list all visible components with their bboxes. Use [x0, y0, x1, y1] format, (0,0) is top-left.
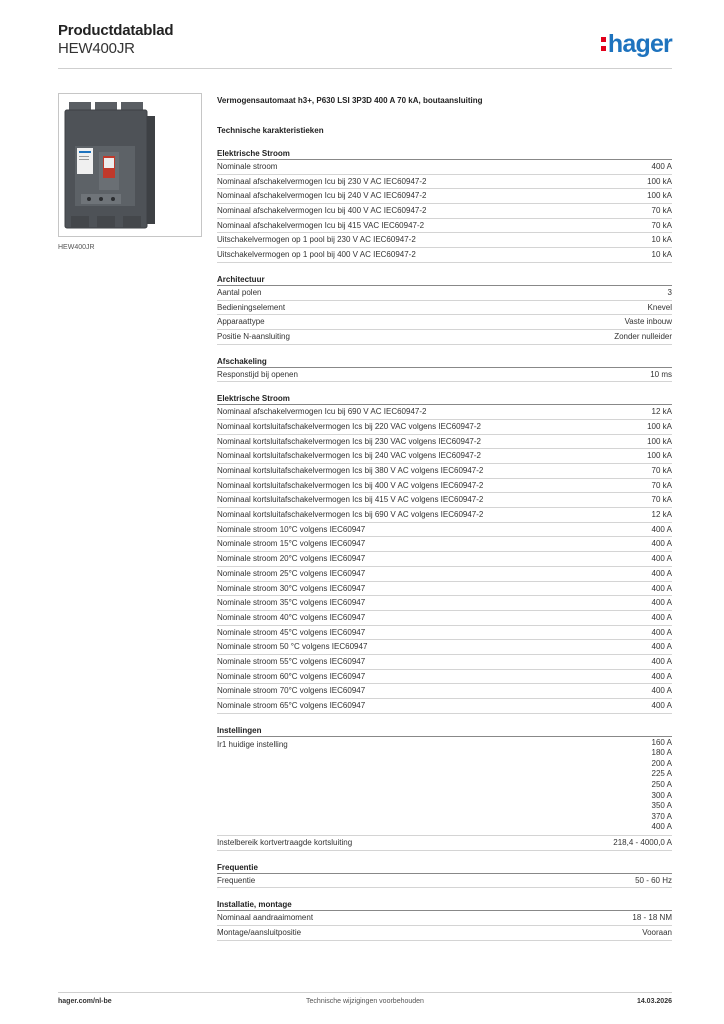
spec-row: [217, 567, 672, 582]
spec-value: 100 kA: [647, 421, 672, 431]
spec-value-item: 250 A: [651, 780, 672, 790]
spec-label: Uitschakelvermogen op 1 pool bij 400 V AC IEC60947-2: [217, 250, 416, 260]
spec-label: Nominaal afschakelvermogen Icu bij 415 VAC IEC60947-2: [217, 220, 425, 230]
product-image: [58, 93, 202, 237]
spec-value-item: 225 A: [651, 769, 672, 779]
spec-label: Aantal polen: [217, 287, 262, 297]
spec-label: Apparaattype: [217, 317, 265, 327]
spec-row: [217, 493, 672, 508]
spec-value: Vooraan: [642, 928, 672, 938]
product-description: Vermogensautomaat h3+, P630 LSI 3P3D 400 A 70 kA, boutaansluiting: [217, 96, 483, 105]
spec-row: [217, 552, 672, 567]
page-footer: [58, 998, 672, 1012]
spec-value: 400 A: [651, 627, 672, 637]
spec-value: 18 - 18 NM: [632, 913, 672, 923]
spec-row: [217, 699, 672, 714]
section-title: Frequentie: [217, 861, 672, 874]
spec-row: [217, 405, 672, 420]
spec-row: [217, 435, 672, 450]
spec-value-item: 370 A: [651, 811, 672, 821]
spec-value: 3: [667, 287, 672, 297]
circuit-breaker-icon: [59, 94, 201, 236]
spec-label: Nominaal aandraaimoment: [217, 913, 314, 923]
spec-row: [217, 301, 672, 316]
section-title: Architectuur: [217, 273, 672, 286]
spec-label: Ir1 huidige instelling: [217, 739, 288, 749]
spec-row: [217, 248, 672, 263]
spec-row: [217, 684, 672, 699]
header-divider: [58, 68, 672, 69]
spec-row: [217, 449, 672, 464]
spec-value: 400 A: [651, 598, 672, 608]
page-header: [58, 22, 672, 68]
spec-value: 400 A: [651, 656, 672, 666]
spec-value: 70 kA: [651, 495, 672, 505]
spec-label: Nominale stroom 25°C volgens IEC60947: [217, 568, 366, 578]
spec-value: 218,4 - 4000,0 A: [613, 838, 672, 848]
spec-label: Uitschakelvermogen op 1 pool bij 230 V AC IEC60947-2: [217, 235, 416, 245]
spec-value: [652, 738, 672, 833]
spec-value: 400 A: [651, 162, 672, 171]
spec-row: [217, 582, 672, 597]
spec-row: [217, 286, 672, 301]
spec-row: [217, 219, 672, 234]
spec-value: 100 kA: [647, 451, 672, 461]
document-title: Productdatablad: [58, 22, 174, 39]
spec-label: Nominale stroom 70°C volgens IEC60947: [217, 686, 366, 696]
section-title: Installatie, montage: [217, 898, 672, 911]
spec-row: [217, 626, 672, 641]
spec-value: 400 A: [651, 671, 672, 681]
spec-row: [217, 175, 672, 190]
spec-label: Nominale stroom 65°C volgens IEC60947: [217, 701, 366, 710]
spec-value: 12 kA: [651, 407, 672, 417]
spec-value: 400 A: [651, 554, 672, 564]
spec-label: Responstijd bij openen: [217, 369, 298, 379]
spec-row: [217, 315, 672, 330]
spec-content: [217, 96, 672, 951]
section-title: Afschakeling: [217, 355, 672, 368]
footer-divider: [58, 992, 672, 993]
spec-row: [217, 368, 672, 383]
spec-row: [217, 160, 672, 175]
spec-row: [217, 737, 672, 836]
spec-label: Nominaal afschakelvermogen Icu bij 690 V AC IEC60947-2: [217, 407, 427, 417]
spec-value: 100 kA: [647, 176, 672, 186]
spec-label: Nominaal kortsluitafschakelvermogen Ics bij 230 VAC volgens IEC60947-2: [217, 436, 481, 446]
spec-label: Montage/aansluitpositie: [217, 928, 302, 938]
spec-value: 400 A: [651, 642, 672, 652]
spec-value: 100 kA: [647, 436, 672, 446]
spec-value: 400 A: [651, 568, 672, 578]
spec-section: [217, 355, 672, 383]
spec-section: [217, 273, 672, 345]
spec-value: 10 kA: [651, 250, 672, 260]
spec-value: 10 ms: [650, 369, 672, 379]
spec-row: [217, 189, 672, 204]
spec-label: Nominale stroom 15°C volgens IEC60947: [217, 539, 366, 549]
spec-value-item: 180 A: [651, 748, 672, 758]
spec-value-item: 350 A: [651, 801, 672, 811]
spec-value-item: 400 A: [651, 822, 672, 832]
spec-value: 70 kA: [651, 206, 672, 216]
spec-value: 400 A: [651, 686, 672, 696]
spec-value: Zonder nulleider: [614, 331, 672, 341]
spec-value: 70 kA: [651, 220, 672, 230]
spec-label: Nominale stroom 40°C volgens IEC60947: [217, 612, 366, 622]
spec-label: Nominaal kortsluitafschakelvermogen Ics bij 690 V AC volgens IEC60947-2: [217, 510, 484, 520]
spec-row: [217, 670, 672, 685]
spec-value: 12 kA: [651, 510, 672, 520]
spec-section: [217, 147, 672, 263]
spec-label: Nominaal kortsluitafschakelvermogen Ics bij 415 V AC volgens IEC60947-2: [217, 495, 484, 505]
spec-row: [217, 479, 672, 494]
image-caption: HEW400JR: [58, 244, 95, 251]
spec-value: 70 kA: [651, 480, 672, 490]
spec-label: Instelbereik kortvertraagde kortsluiting: [217, 838, 353, 848]
spec-sections: [217, 147, 672, 941]
spec-value: 400 A: [651, 583, 672, 593]
spec-label: Nominale stroom 20°C volgens IEC60947: [217, 554, 366, 564]
footer-website[interactable]: hager.com/nl-be: [58, 998, 112, 1005]
spec-label: Nominale stroom 55°C volgens IEC60947: [217, 656, 366, 666]
logo-dots-icon: [601, 35, 607, 53]
spec-row: [217, 523, 672, 538]
footer-date: 14.03.2026: [636, 998, 672, 1005]
spec-row: [217, 836, 672, 851]
spec-row: [217, 233, 672, 248]
spec-row: [217, 537, 672, 552]
spec-label: Nominaal kortsluitafschakelvermogen Ics bij 240 VAC volgens IEC60947-2: [217, 451, 481, 461]
spec-row: [217, 926, 672, 941]
logo-text: hager: [607, 30, 672, 58]
spec-row: [217, 464, 672, 479]
spec-row: [217, 330, 672, 345]
spec-label: Nominale stroom 35°C volgens IEC60947: [217, 598, 366, 608]
footer-disclaimer: Technische wijzigingen voorbehouden: [306, 998, 424, 1005]
spec-value: 400 A: [651, 612, 672, 622]
spec-row: [217, 655, 672, 670]
spec-value: 70 kA: [651, 466, 672, 475]
spec-section: [217, 724, 672, 851]
spec-label: Nominaal afschakelvermogen Icu bij 230 V AC IEC60947-2: [217, 176, 427, 186]
spec-value: 400 A: [651, 539, 672, 549]
spec-label: Bedieningselement: [217, 302, 286, 312]
spec-row: [217, 204, 672, 219]
spec-section: [217, 898, 672, 940]
spec-label: Nominaal afschakelvermogen Icu bij 400 V AC IEC60947-2: [217, 206, 427, 216]
spec-value: 400 A: [651, 524, 672, 534]
spec-row: [217, 640, 672, 655]
spec-value: Vaste inbouw: [624, 317, 672, 327]
spec-value: 400 A: [651, 701, 672, 710]
tech-heading: Technische karakteristieken: [217, 126, 324, 135]
spec-row: [217, 874, 672, 889]
spec-label: Nominaal afschakelvermogen Icu bij 240 V AC IEC60947-2: [217, 191, 427, 201]
spec-value: 50 - 60 Hz: [635, 875, 672, 885]
spec-label: Nominaal kortsluitafschakelvermogen Ics bij 400 V AC volgens IEC60947-2: [217, 480, 484, 490]
spec-label: Nominaal kortsluitafschakelvermogen Ics bij 380 V AC volgens IEC60947-2: [217, 466, 484, 475]
spec-label: Frequentie: [217, 875, 256, 885]
spec-value: 100 kA: [647, 191, 672, 201]
spec-label: Nominale stroom 45°C volgens IEC60947: [217, 627, 366, 637]
spec-section: [217, 861, 672, 889]
spec-label: Nominale stroom: [217, 162, 278, 171]
spec-row: [217, 508, 672, 523]
spec-value-item: 160 A: [651, 737, 672, 747]
spec-label: Nominaal kortsluitafschakelvermogen Ics bij 220 VAC volgens IEC60947-2: [217, 421, 481, 431]
spec-value-item: 200 A: [651, 758, 672, 768]
product-code: HEW400JR: [58, 40, 135, 57]
hager-logo[interactable]: [601, 30, 672, 59]
section-title: Instellingen: [217, 724, 672, 737]
spec-label: Nominale stroom 50 °C volgens IEC60947: [217, 642, 368, 652]
section-title: Elektrische Stroom: [217, 147, 672, 160]
spec-section: [217, 392, 672, 713]
spec-label: Nominale stroom 60°C volgens IEC60947: [217, 671, 366, 681]
spec-row: [217, 611, 672, 626]
spec-value-item: 300 A: [651, 790, 672, 800]
spec-value: Knevel: [647, 302, 672, 312]
spec-value: 10 kA: [651, 235, 672, 245]
spec-label: Positie N-aansluiting: [217, 331, 290, 341]
section-title: Elektrische Stroom: [217, 392, 672, 405]
spec-label: Nominale stroom 30°C volgens IEC60947: [217, 583, 366, 593]
spec-row: [217, 420, 672, 435]
spec-row: [217, 911, 672, 926]
spec-row: [217, 596, 672, 611]
spec-label: Nominale stroom 10°C volgens IEC60947: [217, 524, 366, 534]
